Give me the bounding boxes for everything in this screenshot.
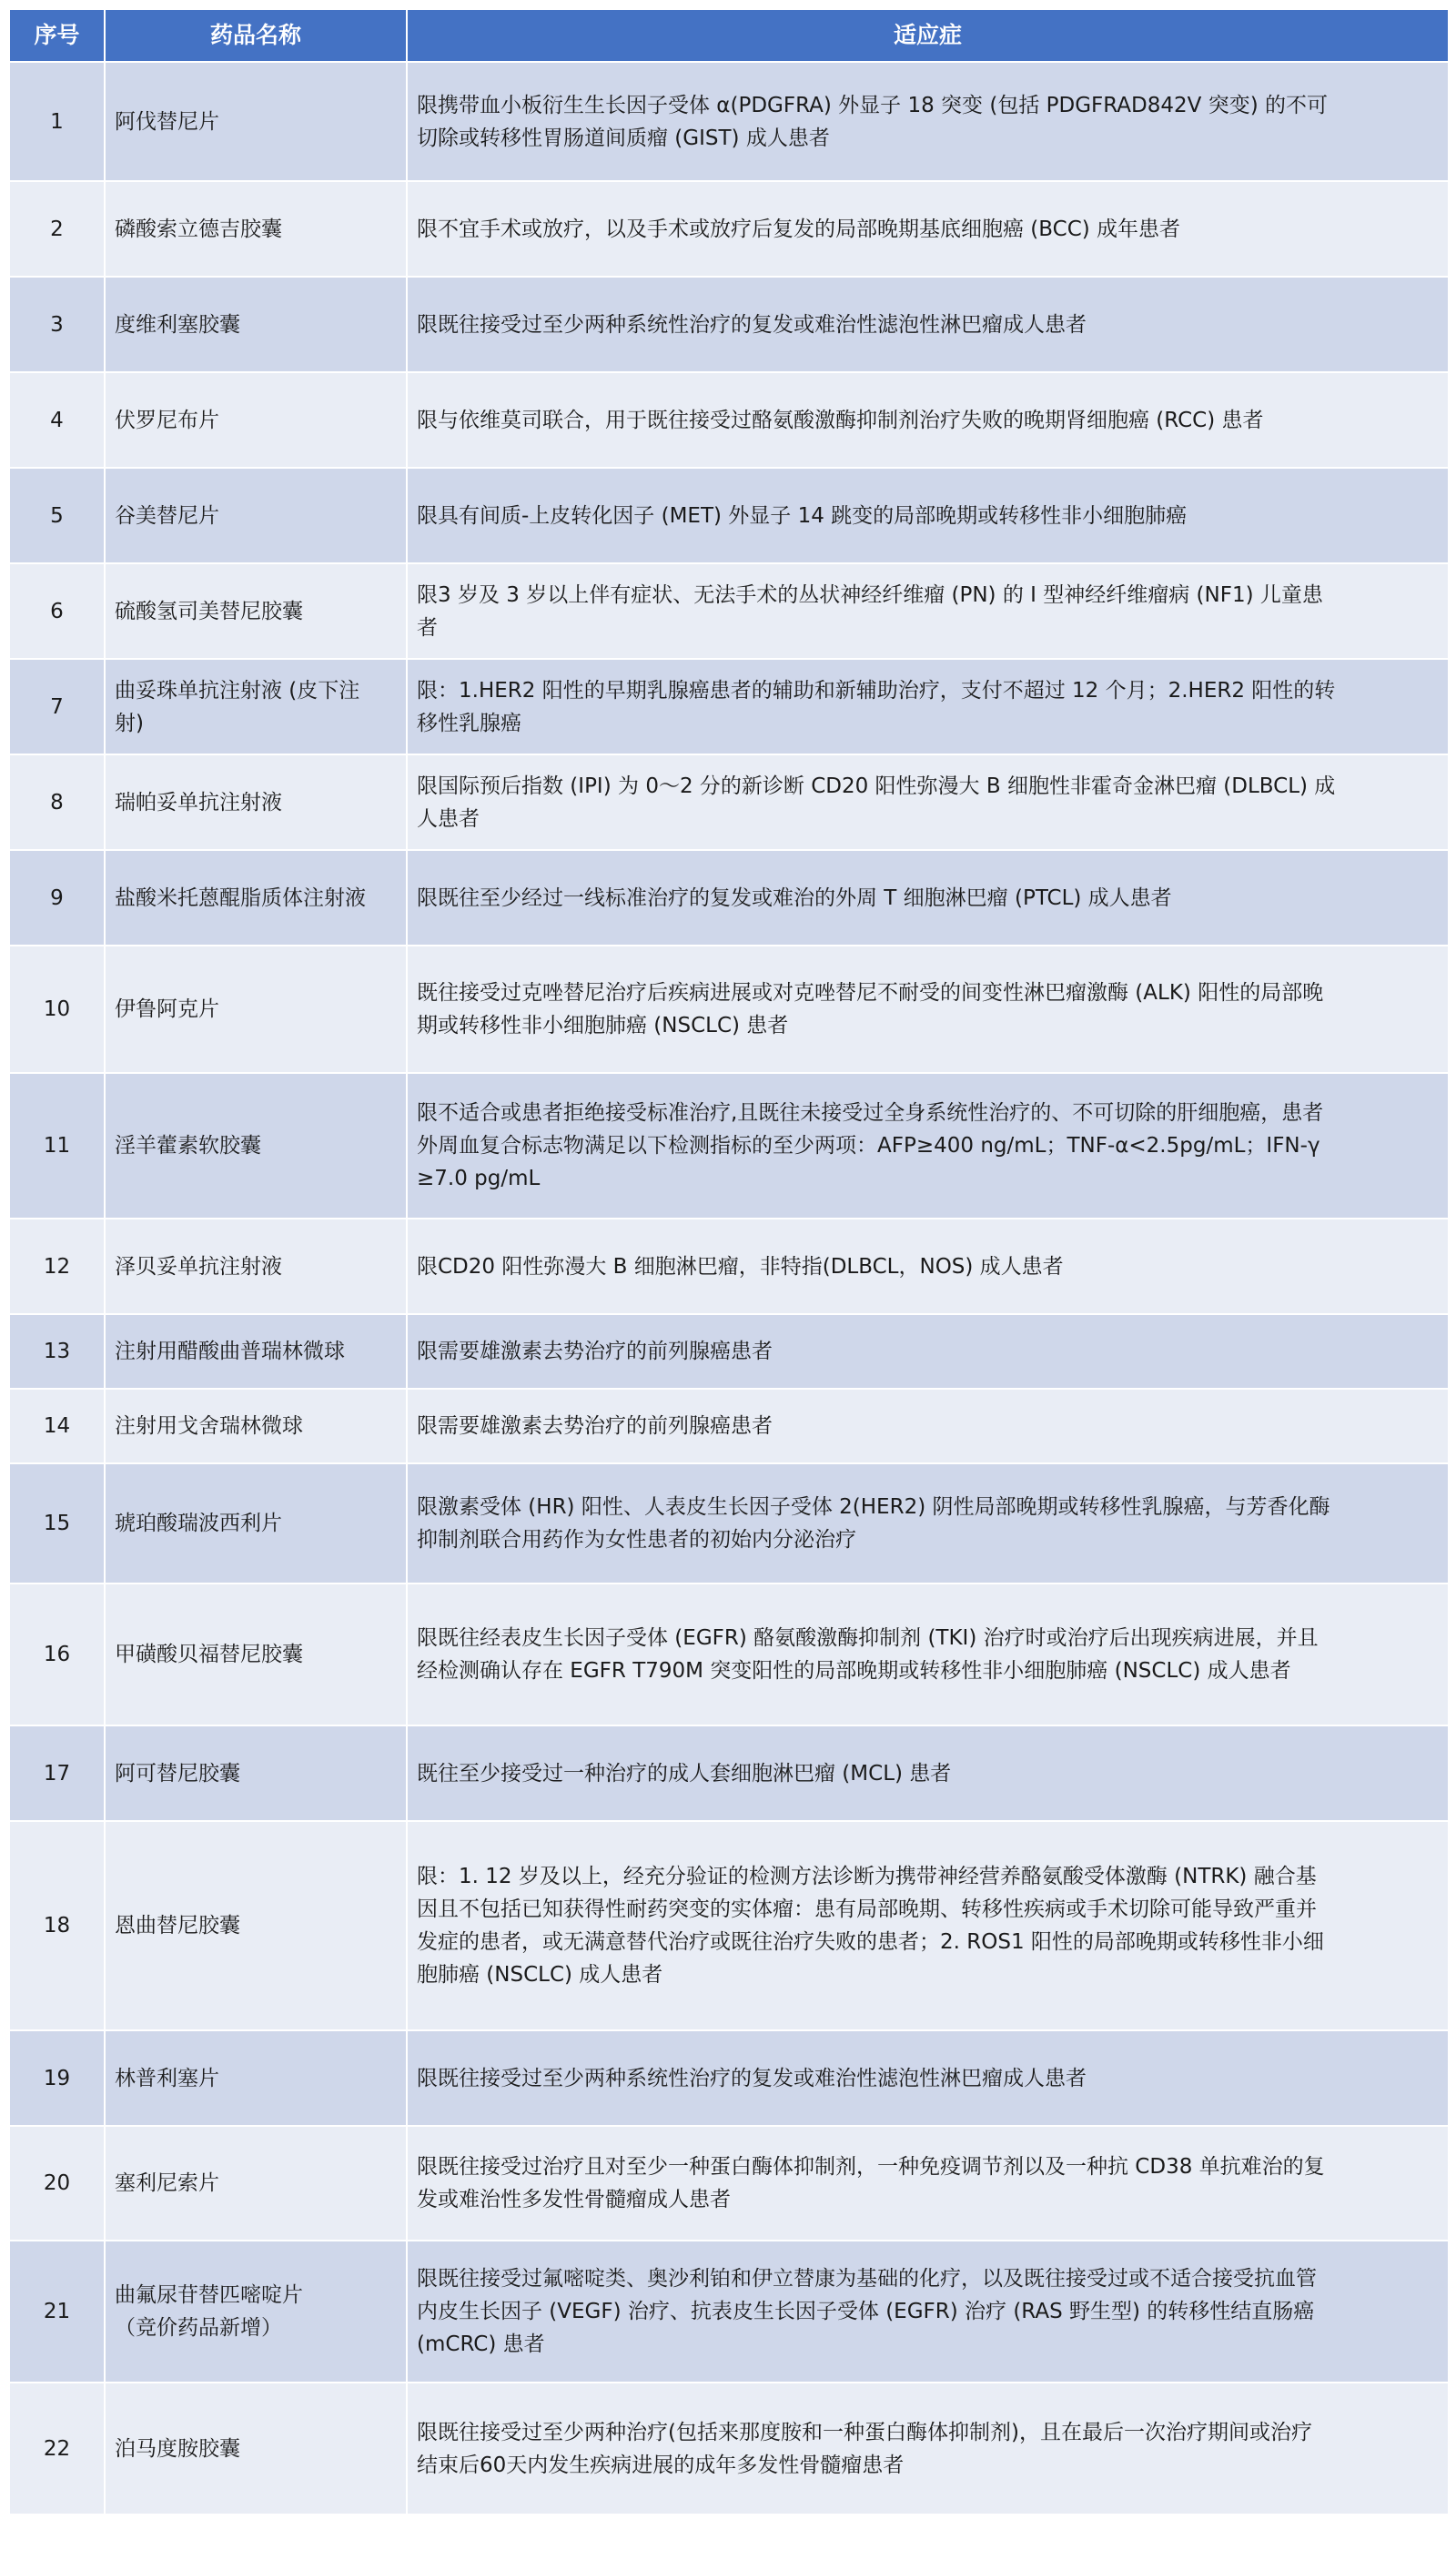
table-row (9, 62, 1449, 181)
table-row (9, 1389, 1449, 1463)
table-row (9, 1463, 1449, 1583)
indication-line: 限与依维莫司联合，用于既往接受过酪氨酸激酶抑制剂治疗失败的晚期肾细胞癌 (RCC) 患者 (417, 408, 1264, 432)
indication-line: 结束后60天内发生疾病进展的成年多发性骨髓瘤患者 (417, 2453, 905, 2477)
drug-name-line: （竞价药品新增） (115, 2316, 282, 2340)
table-row (9, 946, 1449, 1073)
drug-name-cell (105, 1821, 407, 2030)
indication-line: (mCRC) 患者 (417, 2332, 545, 2356)
drug-name-cell (105, 181, 407, 277)
table-row (9, 1314, 1449, 1389)
indication-cell (407, 2383, 1449, 2514)
serial-number-cell: 16 (9, 1583, 105, 1725)
drug-name-cell (105, 1314, 407, 1389)
serial-number-cell: 8 (9, 754, 105, 850)
indication-line: 外周血复合标志物满足以下检测指标的至少两项：AFP≥400 ng/mL；TNF-α<2.5pg/mL；IFN-γ (417, 1134, 1320, 1158)
indication-line: 期或转移性非小细胞肺癌 (NSCLC) 患者 (417, 1014, 789, 1037)
table-row (9, 181, 1449, 277)
indication-line: 移性乳腺癌 (417, 711, 521, 735)
indication-line: 限：1.HER2 阳性的早期乳腺癌患者的辅助和新辅助治疗，支付不超过 12 个月；2.HER2 阳性的转 (417, 678, 1336, 703)
drug-name-line: 恩曲替尼胶囊 (115, 1914, 240, 1938)
drug-name-line: 曲氟尿苷替匹嘧啶片 (115, 2283, 303, 2307)
indication-line: 胞肺癌 (NSCLC) 成人患者 (417, 1963, 663, 1987)
drug-name-cell (105, 1073, 407, 1219)
indication-line: 人患者 (417, 806, 480, 831)
drug-name-cell (105, 277, 407, 372)
drug-name-line: 甲磺酸贝福替尼胶囊 (115, 1643, 303, 1666)
table-row (9, 1073, 1449, 1219)
table-row (9, 1821, 1449, 2030)
drug-name-line: 注射用戈舍瑞林微球 (115, 1414, 303, 1438)
indication-cell (407, 277, 1449, 372)
indication-cell (407, 946, 1449, 1073)
indication-line: 限既往接受过治疗且对至少一种蛋白酶体抑制剂，一种免疫调节剂以及一种抗 CD38 单抗难治的复 (417, 2155, 1325, 2179)
indication-line: 限不适合或患者拒绝接受标准治疗,且既往未接受过全身系统性治疗的、不可切除的肝细胞癌，患者 (417, 1101, 1324, 1125)
table-row (9, 277, 1449, 372)
indication-line: 限CD20 阳性弥漫大 B 细胞淋巴瘤，非特指(DLBCL，NOS) 成人患者 (417, 1254, 1064, 1279)
indication-line: 因且不包括已知获得性耐药突变的实体瘤：患有局部晚期、转移性疾病或手术切除可能导致严重并 (417, 1897, 1317, 1921)
drug-name-line: 泊马度胺胶囊 (115, 2436, 240, 2461)
drug-name-line: 度维利塞胶囊 (115, 312, 240, 337)
indication-line: 限需要雄激素去势治疗的前列腺癌患者 (417, 1340, 773, 1363)
indication-line: 限既往经表皮生长因子受体 (EGFR) 酪氨酸激酶抑制剂 (TKI) 治疗时或治疗后出现疾病进展，并且 (417, 1626, 1319, 1650)
indication-cell (407, 1314, 1449, 1389)
indication-cell (407, 850, 1449, 946)
drug-name-cell (105, 1389, 407, 1463)
drug-name-line: 琥珀酸瑞波西利片 (115, 1512, 282, 1535)
table-body (9, 62, 1449, 2514)
indication-line: 限既往至少经过一线标准治疗的复发或难治的外周 T 细胞淋巴瘤 (PTCL) 成人患者 (417, 885, 1172, 910)
indication-line: 限既往接受过至少两种系统性治疗的复发或难治性滤泡性淋巴瘤成人患者 (417, 2066, 1087, 2090)
indication-cell (407, 1583, 1449, 1725)
indication-cell (407, 372, 1449, 468)
drug-name-cell (105, 659, 407, 754)
drug-name-line: 伏罗尼布片 (115, 408, 219, 432)
serial-number-cell: 22 (9, 2383, 105, 2514)
drug-name-cell (105, 850, 407, 946)
drug-name-line: 注射用醋酸曲普瑞林微球 (115, 1340, 345, 1363)
table-row (9, 563, 1449, 659)
drug-name-cell (105, 946, 407, 1073)
table-row (9, 2030, 1449, 2126)
indication-cell (407, 1219, 1449, 1314)
indication-cell (407, 754, 1449, 850)
serial-number-cell: 11 (9, 1073, 105, 1219)
indication-cell (407, 1073, 1449, 1219)
indication-line: 经检测确认存在 EGFR T790M 突变阳性的局部晚期或转移性非小细胞肺癌 (NSCLC) 成人患者 (417, 1659, 1291, 1683)
table-row (9, 659, 1449, 754)
drug-name-line: 盐酸米托蒽醌脂质体注射液 (115, 885, 366, 910)
drug-indication-table (8, 8, 1450, 2515)
indication-line: 限需要雄激素去势治疗的前列腺癌患者 (417, 1414, 773, 1438)
indication-cell (407, 468, 1449, 563)
drug-name-cell (105, 2126, 407, 2241)
indication-line: 限激素受体 (HR) 阳性、人表皮生长因子受体 2(HER2) 阴性局部晚期或转移性乳腺癌，与芳香化酶 (417, 1495, 1330, 1519)
drug-name-cell (105, 468, 407, 563)
indication-line: 既往接受过克唑替尼治疗后疾病进展或对克唑替尼不耐受的间变性淋巴瘤激酶 (ALK) 阳性的局部晚 (417, 981, 1324, 1005)
drug-name-cell (105, 2241, 407, 2383)
drug-name-cell (105, 1463, 407, 1583)
serial-number-cell: 7 (9, 659, 105, 754)
table-row (9, 1583, 1449, 1725)
drug-name-line: 瑞帕妥单抗注射液 (115, 790, 282, 815)
drug-name-line: 曲妥珠单抗注射液 (皮下注 (115, 678, 360, 703)
indication-line: 限不宜手术或放疗，以及手术或放疗后复发的局部晚期基底细胞癌 (BCC) 成年患者 (417, 217, 1181, 241)
serial-number-cell: 4 (9, 372, 105, 468)
indication-line: 限具有间质-上皮转化因子 (MET) 外显子 14 跳变的局部晚期或转移性非小细胞肺癌 (417, 503, 1188, 528)
indication-line: 限既往接受过氟嘧啶类、奥沙利铂和伊立替康为基础的化疗，以及既往接受过或不适合接受抗血管 (417, 2267, 1317, 2291)
table-row (9, 1725, 1449, 1821)
serial-number-cell: 14 (9, 1389, 105, 1463)
indication-line: 限3 岁及 3 岁以上伴有症状、无法手术的丛状神经纤维瘤 (PN) 的 I 型神经纤维瘤病 (NF1) 儿童患 (417, 582, 1323, 607)
drug-name-cell (105, 563, 407, 659)
drug-name-line: 林普利塞片 (115, 2066, 219, 2090)
drug-name-cell (105, 2383, 407, 2514)
indication-cell (407, 1389, 1449, 1463)
serial-number-cell: 3 (9, 277, 105, 372)
header-serial-number: 序号 (9, 9, 105, 62)
indication-cell (407, 2241, 1449, 2383)
serial-number-cell: 13 (9, 1314, 105, 1389)
serial-number-cell: 5 (9, 468, 105, 563)
indication-line: 限既往接受过至少两种治疗(包括来那度胺和一种蛋白酶体抑制剂)，且在最后一次治疗期间或治疗 (417, 2420, 1312, 2444)
serial-number-cell: 19 (9, 2030, 105, 2126)
indication-cell (407, 62, 1449, 181)
drug-name-cell (105, 754, 407, 850)
indication-cell (407, 181, 1449, 277)
drug-name-line: 泽贝妥单抗注射液 (115, 1254, 282, 1279)
indication-line: 限携带血小板衍生生长因子受体 α(PDGFRA) 外显子 18 突变 (包括 PDGFRAD842V 突变) 的不可 (417, 93, 1328, 117)
serial-number-cell: 10 (9, 946, 105, 1073)
serial-number-cell: 15 (9, 1463, 105, 1583)
indication-cell (407, 563, 1449, 659)
indication-line: 限：1. 12 岁及以上，经充分验证的检测方法诊断为携带神经营养酪氨酸受体激酶 (NTRK) 融合基 (417, 1865, 1317, 1888)
indication-line: 抑制剂联合用药作为女性患者的初始内分泌治疗 (417, 1528, 856, 1552)
serial-number-cell: 18 (9, 1821, 105, 2030)
drug-name-line: 射) (115, 711, 144, 735)
drug-name-line: 塞利尼索片 (115, 2171, 219, 2195)
drug-name-cell (105, 1583, 407, 1725)
table-row (9, 468, 1449, 563)
table-header (9, 9, 1449, 62)
serial-number-cell: 20 (9, 2126, 105, 2241)
indication-cell (407, 659, 1449, 754)
serial-number-cell: 2 (9, 181, 105, 277)
indication-line: 内皮生长因子 (VEGF) 治疗、抗表皮生长因子受体 (EGFR) 治疗 (RAS 野生型) 的转移性结直肠癌 (417, 2300, 1315, 2323)
table-row (9, 2383, 1449, 2514)
drug-name-line: 淫羊藿素软胶囊 (115, 1134, 261, 1158)
drug-name-line: 磷酸索立德吉胶囊 (115, 217, 282, 241)
indication-cell (407, 2030, 1449, 2126)
drug-name-line: 阿伐替尼片 (115, 109, 219, 134)
indication-cell (407, 2126, 1449, 2241)
table-row (9, 850, 1449, 946)
indication-line: 切除或转移性胃肠道间质瘤 (GIST) 成人患者 (417, 126, 830, 150)
indication-line: ≥7.0 pg/mL (417, 1167, 541, 1190)
indication-line: 限国际预后指数 (IPI) 为 0～2 分的新诊断 CD20 阳性弥漫大 B 细胞性非霍奇金淋巴瘤 (DLBCL) 成 (417, 774, 1336, 798)
drug-name-cell (105, 1219, 407, 1314)
drug-name-line: 谷美替尼片 (115, 503, 219, 528)
table-row (9, 1219, 1449, 1314)
indication-line: 限既往接受过至少两种系统性治疗的复发或难治性滤泡性淋巴瘤成人患者 (417, 312, 1087, 337)
table-row (9, 2241, 1449, 2383)
drug-name-line: 伊鲁阿克片 (115, 997, 219, 1021)
serial-number-cell: 6 (9, 563, 105, 659)
table-row (9, 754, 1449, 850)
drug-name-cell (105, 2030, 407, 2126)
indication-line: 发或难治性多发性骨髓瘤成人患者 (417, 2188, 731, 2211)
serial-number-cell: 17 (9, 1725, 105, 1821)
indication-cell (407, 1725, 1449, 1821)
table-row (9, 2126, 1449, 2241)
header-indication: 适应症 (407, 9, 1449, 62)
indication-cell (407, 1821, 1449, 2030)
indication-line: 既往至少接受过一种治疗的成人套细胞淋巴瘤 (MCL) 患者 (417, 1761, 952, 1786)
serial-number-cell: 9 (9, 850, 105, 946)
indication-cell (407, 1463, 1449, 1583)
drug-name-cell (105, 372, 407, 468)
header-row (9, 9, 1449, 62)
serial-number-cell: 12 (9, 1219, 105, 1314)
header-drug-name: 药品名称 (105, 9, 407, 62)
table-row (9, 372, 1449, 468)
drug-name-line: 阿可替尼胶囊 (115, 1761, 240, 1786)
serial-number-cell: 21 (9, 2241, 105, 2383)
serial-number-cell: 1 (9, 62, 105, 181)
drug-name-line: 硫酸氢司美替尼胶囊 (115, 599, 303, 623)
drug-name-cell (105, 62, 407, 181)
indication-line: 发症的患者，或无满意替代治疗或既往治疗失败的患者；2. ROS1 阳性的局部晚期或转移性非小细 (417, 1930, 1324, 1954)
indication-line: 者 (417, 615, 438, 640)
drug-name-cell (105, 1725, 407, 1821)
